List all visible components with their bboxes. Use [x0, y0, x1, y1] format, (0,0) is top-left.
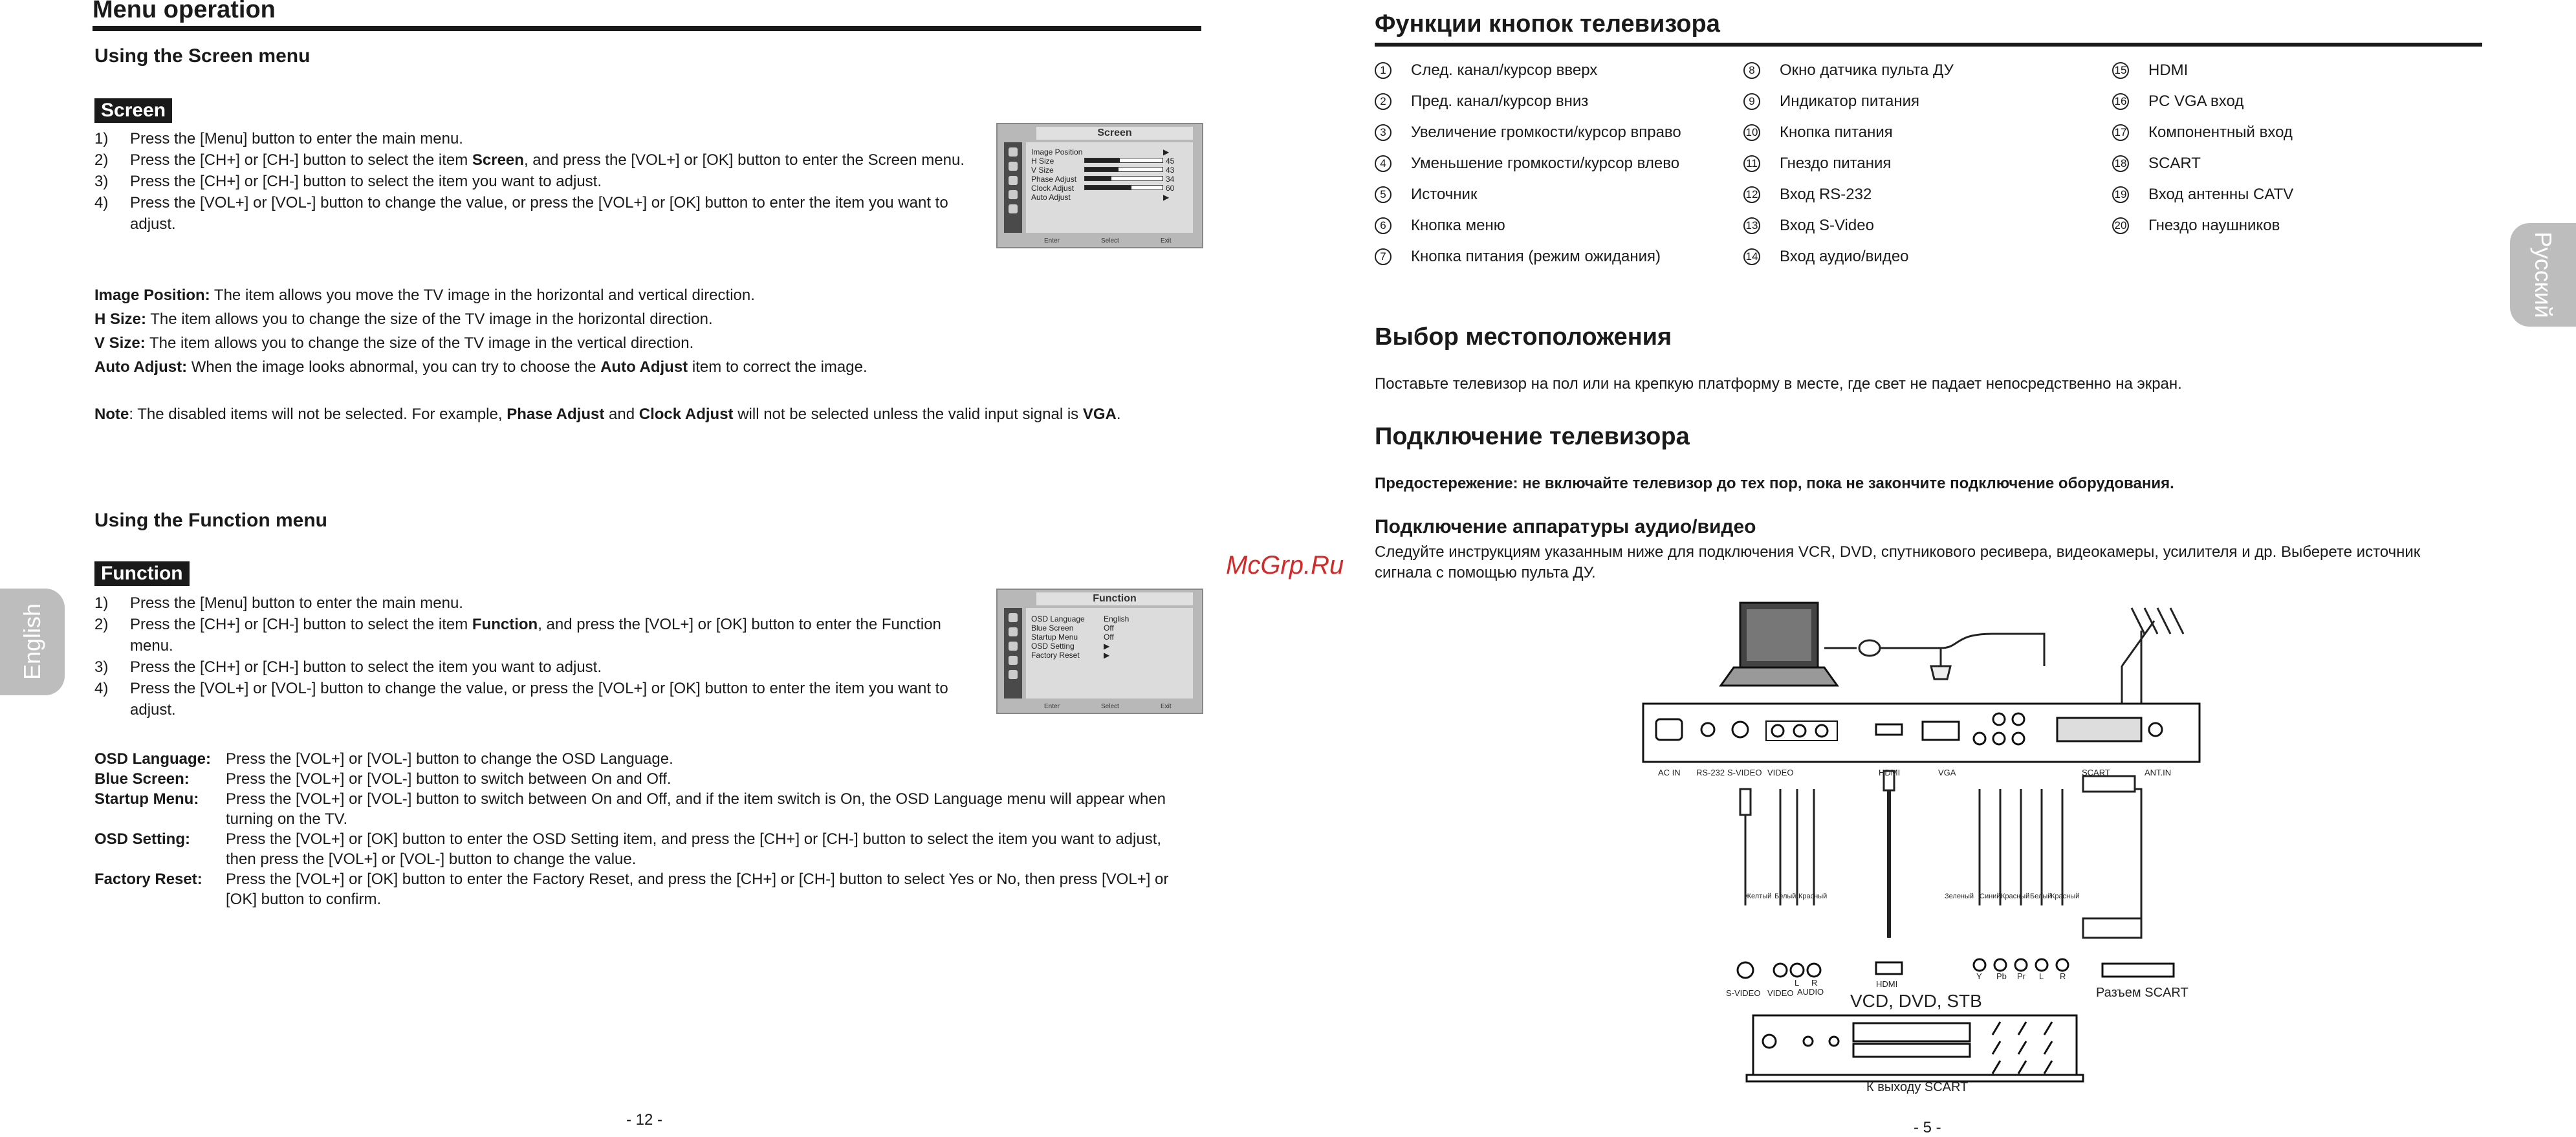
list-item: 2) Press the [CH+] or [CH-] button to select the item Function, and press the [VOL+] or [OK] button to enter the Function menu.: [94, 616, 941, 655]
dvd-player-icon: [1747, 1015, 2083, 1081]
jack-label: L: [2039, 971, 2044, 981]
page-number-left: - 12 -: [626, 1111, 663, 1129]
title-rule-right: [1375, 43, 2482, 47]
cable-color-label: Белый: [2030, 893, 2052, 900]
function-menu-heading: Using the Function menu: [94, 510, 327, 531]
connect-text: Следуйте инструкциям указанным ниже для подключения VCR, DVD, спутникового ресивера, видеокамеры, усилителя и др. Выберете источник сигнала с помощью пульта ДУ.: [1375, 543, 2421, 581]
list-item: 13 Вход S-Video: [1743, 217, 1874, 235]
cable-color-label: Зеленый: [1945, 893, 1974, 900]
screen-osd-image: Screen Image Position ▶ H Size 45 V Size 43 Phase Adjust 34 Clock Adjust 60 Auto Adjust ▶ Enter Select Exit: [996, 123, 1203, 248]
jack-label: Pb: [1996, 971, 2007, 981]
scart-connector-label: Разъем SCART: [2096, 986, 2189, 1000]
screen-descriptions: Image Position: The item allows you move the TV image in the horizontal and vertical direction. H Size: The item allows you to change the size of the TV image in the horizontal direction. V Size: The item allows you to change the size of the TV image in the vertical direction. Auto Adjust: When the image looks abnormal, you can try to choose the Auto Adjust item to correct the image.: [94, 287, 868, 376]
list-item: 4) Press the [VOL+] or [VOL-] button to change the value, or press the [VOL+] or [OK] button to enter the item you want to adjust.: [94, 680, 948, 719]
jack-label: AUDIO: [1797, 987, 1824, 997]
power-plug-icon: [1859, 640, 1880, 656]
cable-color-label: Белый: [1774, 893, 1796, 900]
list-item: 20 Гнездо наушников: [2112, 217, 2280, 235]
cable-color-label: Синий: [1980, 893, 2001, 900]
button-functions: [1375, 61, 2474, 275]
panel-label: S-VIDEO: [1727, 768, 1762, 777]
function-label: Function: [94, 561, 190, 586]
definition-row: OSD Language: Press the [VOL+] or [VOL-] button to change the OSD Language.: [94, 750, 673, 768]
cable-color-label: Красный: [1798, 893, 1828, 900]
list-item: 16 PC VGA вход: [2112, 92, 2243, 111]
definition-row: Startup Menu: Press the [VOL+] or [VOL-] button to switch between On and Off, and if the item switch is On, the OSD Language menu will appear when turning on the TV.: [94, 790, 1166, 828]
jack-label: HDMI: [1876, 979, 1898, 989]
jack-label: Pr: [2017, 971, 2025, 981]
definition-row: Blue Screen: Press the [VOL+] or [VOL-] button to switch between On and Off.: [94, 770, 671, 788]
list-item: 10 Кнопка питания: [1743, 124, 1893, 142]
placement-heading: Выбор местоположения: [1375, 323, 1672, 351]
list-item: 3 Увеличение громкости/курсор вправо: [1375, 124, 1681, 142]
list-item: 1) Press the [Menu] button to enter the main menu.: [94, 594, 463, 612]
function-steps: [94, 592, 974, 720]
note: Note: The disabled items will not be selected. For example, Phase Adjust and Clock Adjust will not be selected unless the valid input signal is VGA.: [94, 406, 1121, 423]
jack-label: VIDEO: [1767, 988, 1794, 998]
jack-label: L: [1795, 978, 1800, 988]
jack-label: Y: [1976, 971, 1982, 981]
list-item: 11 Гнездо питания: [1743, 155, 1891, 173]
definition-row: OSD Setting: Press the [VOL+] or [OK] button to enter the OSD Setting item, and press the [CH+] or [CH-] button to select the item you want to adjust, then press the [VOL+] or [VOL-] button to change the value.: [94, 830, 1162, 868]
russian-side-tab: Русский: [2510, 223, 2576, 327]
scart-output-label: К выходу SCART: [1866, 1080, 1969, 1094]
list-item: 3) Press the [CH+] or [CH-] button to select the item you want to adjust.: [94, 173, 602, 190]
panel-label: ANT.IN: [2145, 768, 2172, 777]
function-definitions: [94, 749, 1194, 909]
list-item: 7 Кнопка питания (режим ожидания): [1375, 248, 1661, 266]
list-item: 5 Источник: [1375, 186, 1477, 204]
list-item: 3) Press the [CH+] or [CH-] button to select the item you want to adjust.: [94, 658, 602, 676]
panel-label: VIDEO: [1767, 768, 1794, 777]
title-rule-left: [93, 26, 1201, 31]
list-item: 12 Вход RS-232: [1743, 186, 1872, 204]
screen-menu-heading: Using the Screen menu: [94, 45, 311, 67]
list-item: 18 SCART: [2112, 155, 2201, 173]
cable-color-label: Красный: [2051, 893, 2080, 900]
watermark: McGrp.Ru: [1226, 551, 1344, 579]
device-label: VCD, DVD, STB: [1850, 991, 1982, 1011]
page-title-left: Menu operation: [93, 0, 276, 23]
list-item: 4) Press the [VOL+] or [VOL-] button to change the value, or press the [VOL+] or [OK] button to enter the item you want to adjust.: [94, 194, 948, 233]
list-item: 15 HDMI: [2112, 61, 2188, 80]
connect-subheading: Подключение аппаратуры аудио/видео: [1375, 516, 1756, 537]
english-side-tab: English: [0, 589, 65, 695]
list-item: 1) Press the [Menu] button to enter the main menu.: [94, 130, 463, 147]
cable-color-label: Красный: [2001, 893, 2030, 900]
list-item: 6 Кнопка меню: [1375, 217, 1505, 235]
placement-text: Поставьте телевизор на пол или на крепкую платформу в месте, где свет не падает непосредственно на экран.: [1375, 375, 2182, 393]
laptop-icon: [1721, 603, 1837, 686]
list-item: 4 Уменьшение громкости/курсор влево: [1375, 155, 1679, 173]
connect-warning: Предостережение: не включайте телевизор до тех пор, пока не закончите подключение оборудования.: [1375, 475, 2174, 492]
list-item: 2 Пред. канал/курсор вниз: [1375, 92, 1588, 111]
connection-diagram: [1630, 595, 2225, 1099]
panel-label: SCART: [2082, 768, 2110, 777]
panel-label: RS-232: [1696, 768, 1725, 777]
panel-label: AC IN: [1658, 768, 1681, 777]
list-item: 9 Индикатор питания: [1743, 92, 1919, 111]
definition-row: Factory Reset: Press the [VOL+] or [OK] button to enter the Factory Reset, and press the [CH+] or [CH-] button to select Yes or No, then press [VOL+] or [OK] button to confirm.: [94, 871, 1169, 908]
list-item: 1 След. канал/курсор вверх: [1375, 61, 1597, 80]
jack-label: R: [1811, 978, 1818, 988]
page-title-right: Функции кнопок телевизора: [1375, 10, 1720, 38]
panel-label: VGA: [1938, 768, 1956, 777]
function-osd-image: Function OSD Language English Blue Screen Off Startup Menu Off OSD Setting ▶ Factory Reset ▶ Enter Select Exit: [996, 589, 1203, 714]
list-item: 17 Компонентный вход: [2112, 124, 2293, 142]
list-item: 14 Вход аудио/видео: [1743, 248, 1909, 266]
cable-color-label: Желтый: [1745, 893, 1772, 900]
connect-heading: Подключение телевизора: [1375, 423, 1690, 450]
jack-label: R: [2060, 971, 2066, 981]
jack-label: S-VIDEO: [1726, 988, 1761, 998]
screen-steps: [94, 128, 974, 235]
list-item: 2) Press the [CH+] or [CH-] button to select the item Screen, and press the [VOL+] or [OK] button to enter the Screen menu.: [94, 151, 965, 169]
list-item: 8 Окно датчика пульта ДУ: [1743, 61, 1954, 80]
list-item: 19 Вход антенны CATV: [2112, 186, 2293, 204]
panel-label: HDMI: [1879, 768, 1901, 777]
page-number-right: - 5 -: [1914, 1119, 1941, 1136]
screen-label: Screen: [94, 98, 172, 123]
